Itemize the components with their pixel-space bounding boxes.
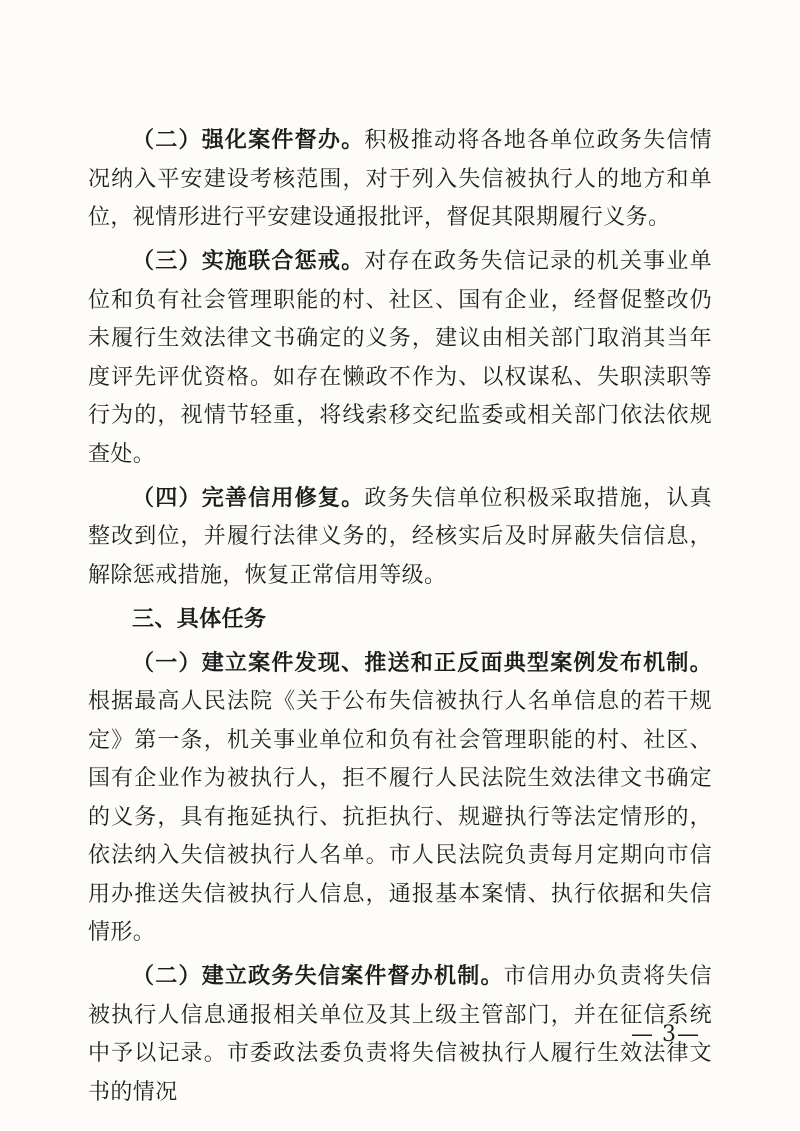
paragraph-body: 对存在政务失信记录的机关事业单位和负有社会管理职能的村、社区、国有企业，经督促整改仍未履行生效法律文书确定的义务，建议由相关部门取消其当年度评先评优资格。如存在懒政不作为、以权谋私、失职渎职等行为的，视情节轻重，将线索移交纪监委或相关部门依法依规查处。 (88, 249, 712, 467)
paragraph-body: 市信用办负责将失信被执行人信息通报相关单位及其上级主管部门，并在征信系统中予以记录。市委政法委负责将失信被执行人履行生效法律文书的情况 (88, 964, 712, 1105)
paragraph-body: 积极推动将各地各单位政务失信情况纳入平安建设考核范围，对于列入失信被执行人的地方和单位，视情形进行平安建设通报批评，督促其限期履行义务。 (88, 128, 712, 230)
paragraph-body: 根据最高人民法院《关于公布失信被执行人名单信息的若干规定》第一条，机关事业单位和负有社会管理职能的村、社区、国有企业作为被执行人，拒不履行人民法院生效法律文书确定的义务，具有拖延执行、抗拒执行、规避执行等法定情形的，依法纳入失信被执行人名单。市人民法院负责每月定期向市信用办推送失信被执行人信息，通报基本案情、执行依据和失信情形。 (88, 689, 712, 945)
paragraph-body: 政务失信单位积极采取措施，认真整改到位，并履行法律义务的，经核实后及时屏蔽失信信息，解除惩戒措施，恢复正常信用等级。 (88, 485, 712, 588)
paragraph-lead: （二）建立政务失信案件督办机制。 (132, 964, 504, 989)
paragraph-credit-repair (88, 480, 712, 596)
paragraph-lead: （一）建立案件发现、推送和正反面典型案例发布机制。 (132, 650, 712, 676)
page-number: — 3— (631, 1022, 700, 1047)
paragraph-lead: （二）强化案件督办。 (132, 128, 365, 153)
paragraph-joint-punishment (88, 243, 712, 474)
section-heading: 三、具体任务 (132, 606, 267, 632)
paragraph-lead: （四）完善信用修复。 (132, 485, 365, 511)
paragraph-task-discovery (88, 645, 712, 953)
paragraph-case-supervision (88, 122, 712, 238)
paragraph-task-supervision (88, 958, 712, 1112)
paragraph-lead: （三）实施联合惩戒。 (132, 249, 365, 274)
